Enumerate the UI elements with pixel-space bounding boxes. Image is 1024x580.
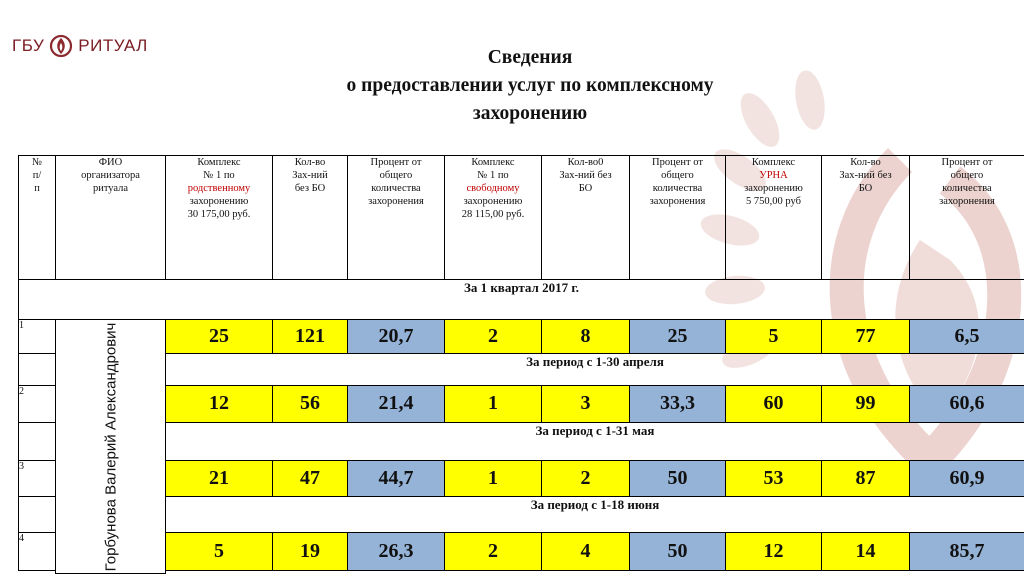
value-cell: 99 [822, 386, 910, 422]
header-line: количества [630, 182, 725, 195]
period-label: За период с 1-18 июня [166, 497, 1024, 533]
header-line: Процент от [630, 156, 725, 169]
value-cell: 6,5 [910, 320, 1024, 354]
period-label: За период с 1-31 мая [166, 422, 1024, 460]
value-cell: 33,3 [630, 386, 726, 422]
value-cell: 4 [542, 533, 630, 570]
page-title [250, 44, 810, 128]
spacer-row [19, 572, 1024, 573]
header-num [19, 156, 56, 280]
header-highlight: родственному [166, 182, 272, 195]
header-num-line: п/ [19, 169, 55, 182]
header-percent-2 [630, 156, 726, 280]
header-fio-line: организатора [56, 169, 165, 182]
value-cell: 60 [726, 386, 822, 422]
header-line: БО [542, 182, 629, 195]
value-cell: 5 [166, 533, 273, 570]
value-cell: 87 [822, 460, 910, 496]
period-row [19, 497, 1024, 533]
value-cell: 26,3 [348, 533, 445, 570]
fio-cell [56, 320, 166, 574]
header-line: общего [910, 169, 1024, 182]
period-label: За период с 1-30 апреля [166, 354, 1024, 386]
value-cell: 3 [542, 386, 630, 422]
header-line: захоронению [445, 195, 541, 208]
header-line: Кол-во [822, 156, 909, 169]
header-line: захоронения [910, 195, 1024, 208]
value-cell: 50 [630, 460, 726, 496]
value-cell: 14 [822, 533, 910, 570]
header-fio-line: ФИО [56, 156, 165, 169]
table-row [19, 460, 1024, 496]
value-cell: 1 [445, 460, 542, 496]
header-line: Комплекс [445, 156, 541, 169]
value-cell: 60,9 [910, 460, 1024, 496]
header-line: Кол-во [273, 156, 347, 169]
period-row [19, 422, 1024, 460]
header-line: № 1 по [166, 169, 272, 182]
value-cell: 121 [273, 320, 348, 354]
value-cell: 19 [273, 533, 348, 570]
header-line: общего [630, 169, 725, 182]
logo-text-right: РИТУАЛ [78, 36, 147, 56]
period-label: За 1 квартал 2017 г. [19, 279, 1024, 320]
value-cell: 2 [445, 320, 542, 354]
logo [12, 34, 148, 58]
value-cell: 8 [542, 320, 630, 354]
header-highlight: УРНА [726, 169, 821, 182]
header-line: Кол-во0 [542, 156, 629, 169]
header-percent-3 [910, 156, 1024, 280]
header-line: 28 115,00 руб. [445, 208, 541, 221]
header-complex-2 [445, 156, 542, 280]
value-cell: 50 [630, 533, 726, 570]
value-cell: 21,4 [348, 386, 445, 422]
title-line-1: Сведения [250, 44, 810, 72]
row-number: 3 [19, 460, 56, 496]
fio-name: Горбунова Валерий Александрович [102, 322, 119, 571]
value-cell: 60,6 [910, 386, 1024, 422]
row-number: 4 [19, 533, 56, 570]
header-line: № 1 по [445, 169, 541, 182]
value-cell: 5 [726, 320, 822, 354]
title-line-2: о предоставлении услуг по комплексному [250, 72, 810, 100]
header-line: Зах-ний без [822, 169, 909, 182]
table-row [19, 533, 1024, 570]
header-num-line: п [19, 182, 55, 195]
header-line: Комплекс [726, 156, 821, 169]
header-count-1 [273, 156, 348, 280]
value-cell: 1 [445, 386, 542, 422]
header-highlight: свободному [445, 182, 541, 195]
value-cell: 2 [542, 460, 630, 496]
row-number-blank [19, 354, 56, 386]
value-cell: 12 [166, 386, 273, 422]
header-complex-3 [726, 156, 822, 280]
header-line: Процент от [348, 156, 444, 169]
value-cell: 12 [726, 533, 822, 570]
value-cell: 47 [273, 460, 348, 496]
header-complex-1 [166, 156, 273, 280]
value-cell: 56 [273, 386, 348, 422]
header-line: количества [910, 182, 1024, 195]
value-cell: 25 [630, 320, 726, 354]
title-line-3: захоронению [250, 100, 810, 128]
value-cell: 2 [445, 533, 542, 570]
header-fio [56, 156, 166, 280]
header-line: Зах-ний [273, 169, 347, 182]
header-line: БО [822, 182, 909, 195]
period-row [19, 279, 1024, 320]
header-count-3 [822, 156, 910, 280]
header-line: захоронению [166, 195, 272, 208]
header-num-line: № [19, 156, 55, 169]
value-cell: 44,7 [348, 460, 445, 496]
row-number: 1 [19, 320, 56, 354]
header-percent-1 [348, 156, 445, 280]
value-cell: 25 [166, 320, 273, 354]
header-line: общего [348, 169, 444, 182]
header-row [19, 156, 1024, 280]
header-line: без БО [273, 182, 347, 195]
header-line: захоронения [630, 195, 725, 208]
header-line: Зах-ний без [542, 169, 629, 182]
header-line: Процент от [910, 156, 1024, 169]
period-row [19, 354, 1024, 386]
header-line: Комплекс [166, 156, 272, 169]
header-line: 30 175,00 руб. [166, 208, 272, 221]
value-cell: 53 [726, 460, 822, 496]
header-line: 5 750,00 руб [726, 195, 821, 208]
services-table [18, 155, 1024, 574]
header-line: количества [348, 182, 444, 195]
table-row [19, 386, 1024, 422]
row-number-blank [19, 422, 56, 460]
value-cell: 21 [166, 460, 273, 496]
header-line: захоронению [726, 182, 821, 195]
header-count-2 [542, 156, 630, 280]
table-row [19, 320, 1024, 354]
row-number: 2 [19, 386, 56, 422]
value-cell: 77 [822, 320, 910, 354]
logo-text-left: ГБУ [12, 36, 44, 56]
row-number-blank [19, 497, 56, 533]
flame-logo-icon [44, 34, 78, 58]
value-cell: 20,7 [348, 320, 445, 354]
value-cell: 85,7 [910, 533, 1024, 570]
header-fio-line: ритуала [56, 182, 165, 195]
header-line: захоронения [348, 195, 444, 208]
